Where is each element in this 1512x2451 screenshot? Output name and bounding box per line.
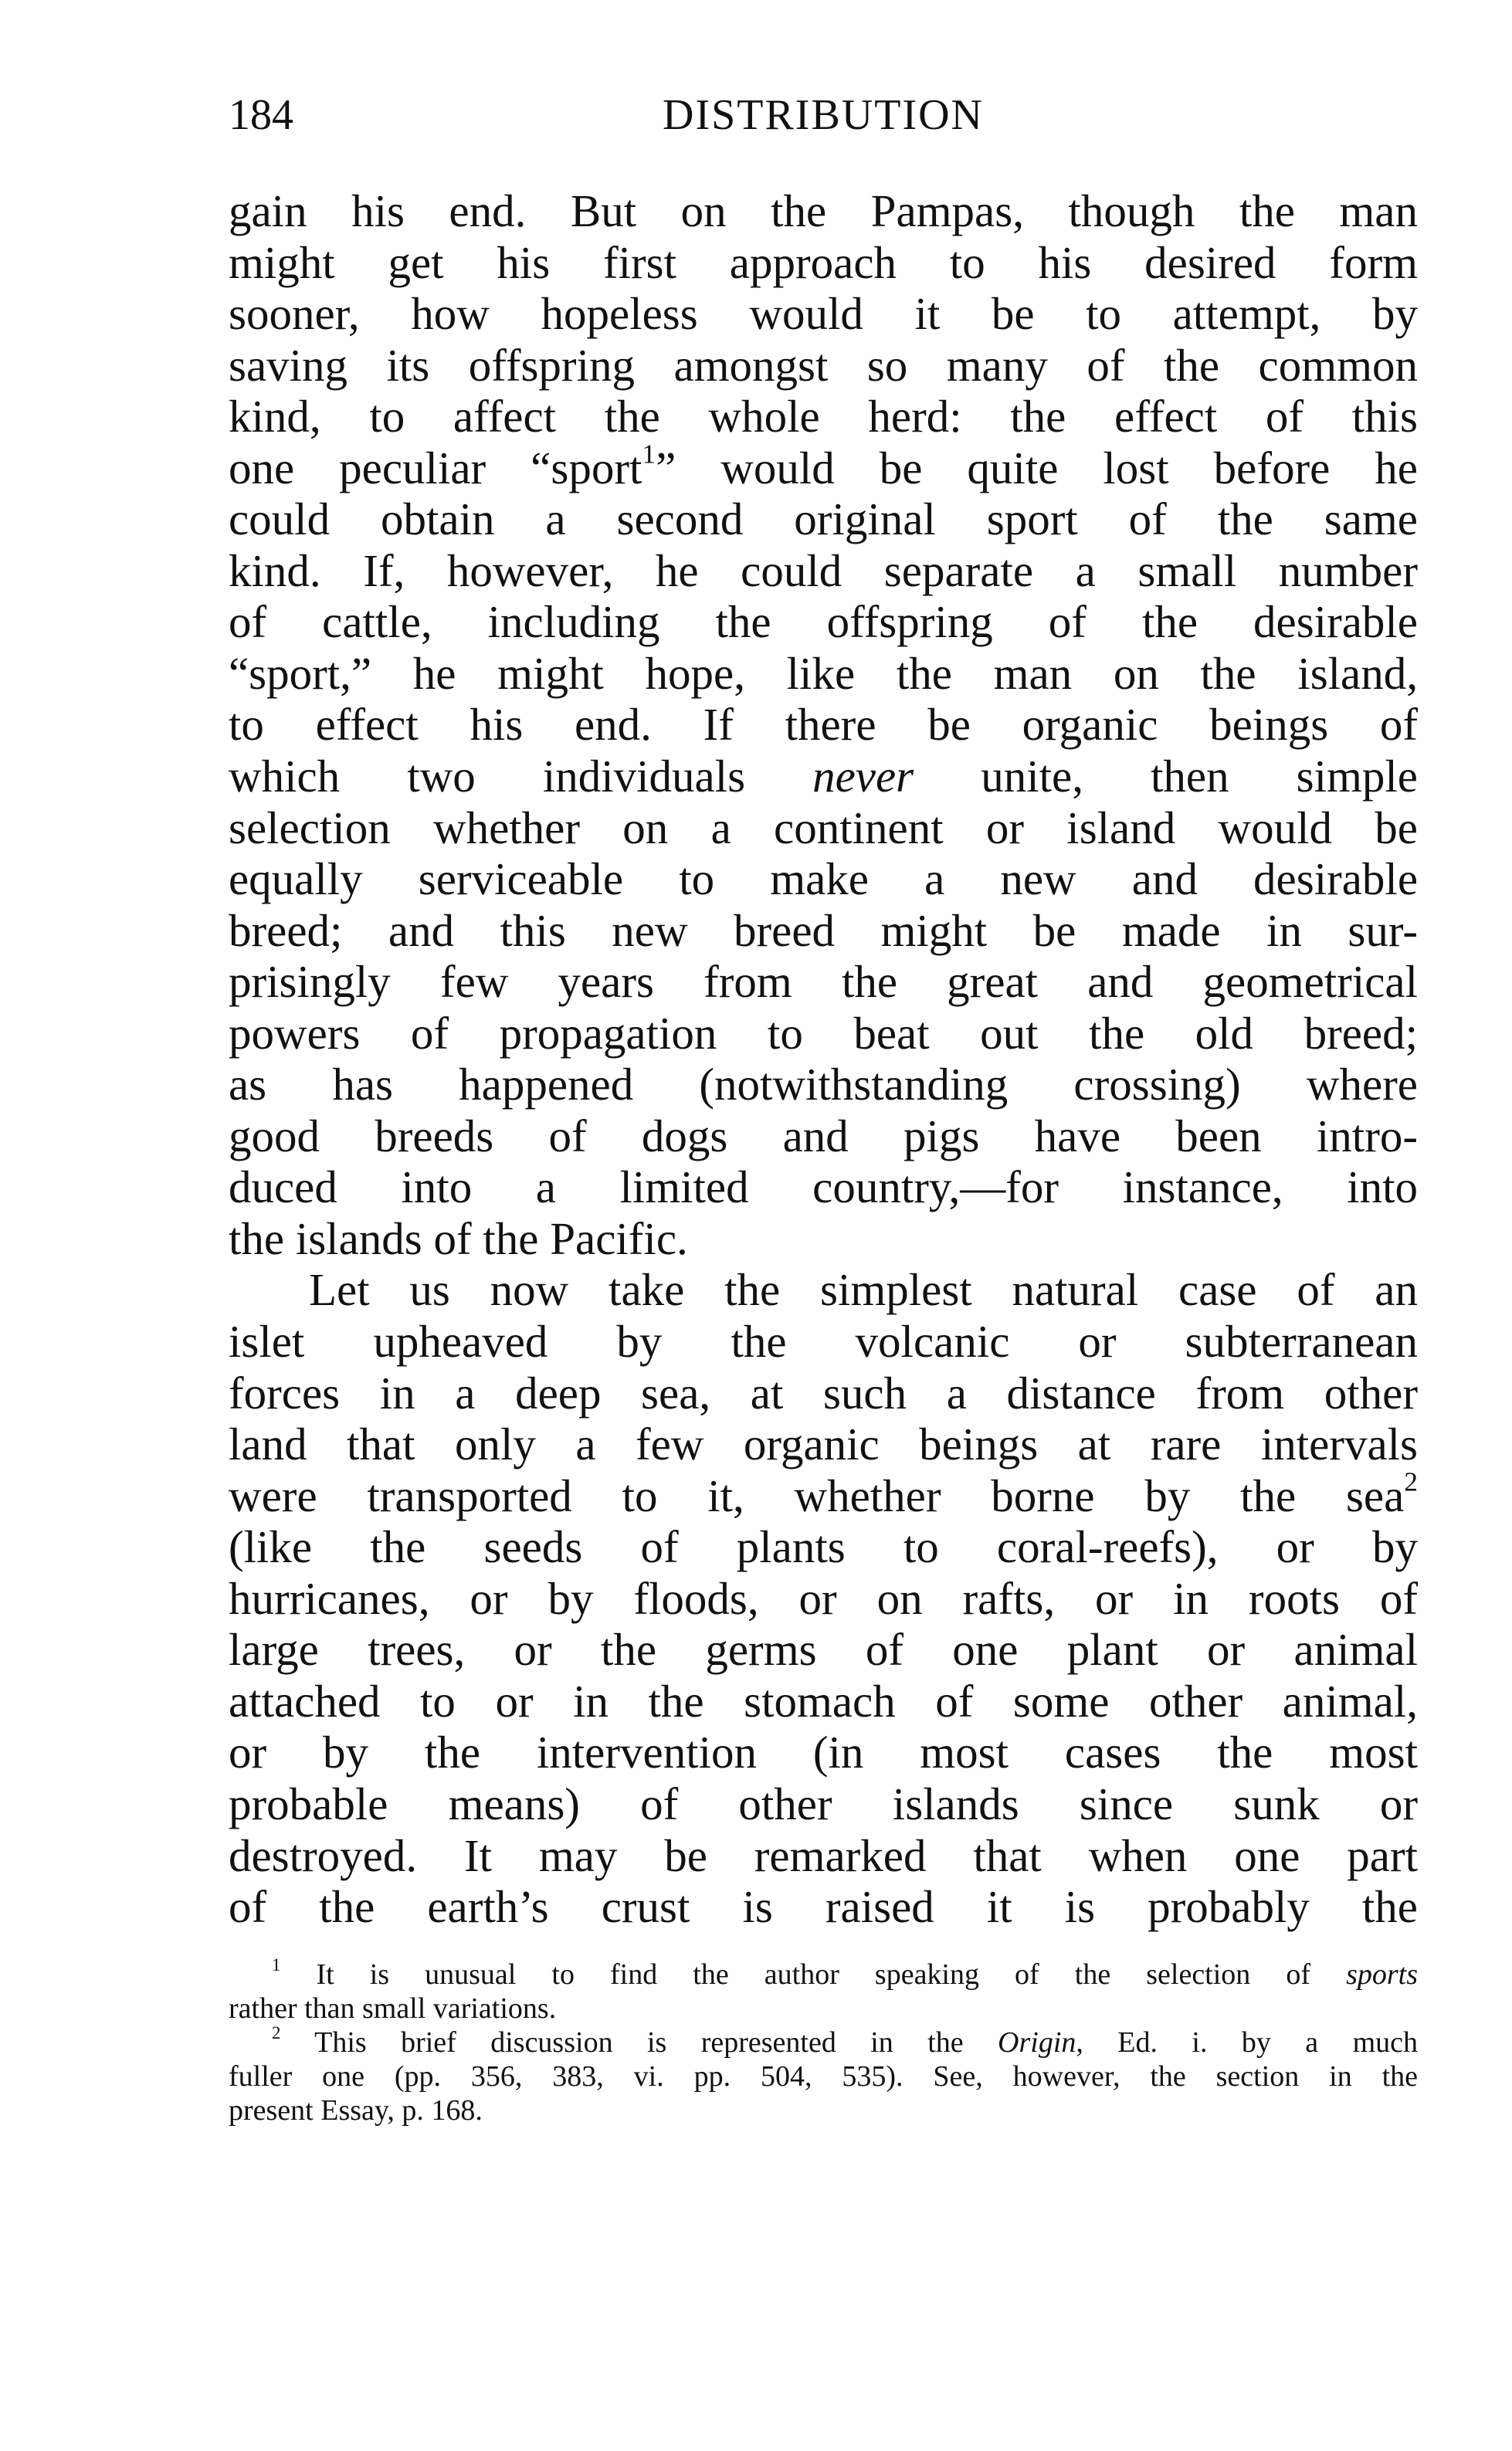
- italic-word: Origin: [998, 2026, 1076, 2059]
- footnote-text: , Ed. i. by a much: [1076, 2026, 1418, 2059]
- text-line: the islands of the Pacific.: [229, 1212, 688, 1264]
- text-line: good breeds of dogs and pigs have been intro-: [229, 1110, 1418, 1161]
- footnote-text: This brief discussion is represented in the: [280, 2026, 998, 2059]
- footnote-1: [229, 1954, 1418, 1992]
- text-line: hurricanes, or by floods, or on rafts, or in roots of: [229, 1572, 1418, 1624]
- text-line: to effect his end. If there be organic beings of: [229, 699, 1418, 751]
- text-line: breed; and this new breed might be made in sur-: [229, 904, 1418, 956]
- text-line: equally serviceable to make a new and desirable: [229, 853, 1418, 905]
- text-line: powers of propagation to beat out the old breed;: [229, 1007, 1418, 1059]
- text-line: destroyed. It may be remarked that when one part: [229, 1829, 1418, 1881]
- text-segment: one peculiar “sport: [229, 442, 642, 493]
- text-line: [229, 751, 1418, 802]
- footnote-line: rather than small variations.: [229, 1992, 557, 2025]
- text-line: attached to or in the stomach of some other animal,: [229, 1675, 1418, 1727]
- footnote-2: [229, 2022, 1418, 2059]
- text-line: prisingly few years from the great and geometrical: [229, 956, 1418, 1008]
- footnote-line: fuller one (pp. 356, 383, vi. pp. 504, 535). See, however, the section in the: [229, 2060, 1418, 2093]
- text-line: forces in a deep sea, at such a distance from other: [229, 1367, 1418, 1419]
- text-line: of cattle, including the offspring of the desirable: [229, 596, 1418, 648]
- text-line: large trees, or the germs of one plant or animal: [229, 1624, 1418, 1676]
- text-line: as has happened (notwithstanding crossing) where: [229, 1059, 1418, 1110]
- footnote-ref: 1: [642, 438, 656, 470]
- page-number: 184: [229, 91, 293, 139]
- text-line: [229, 438, 1418, 494]
- text-line: or by the intervention (in most cases the most: [229, 1727, 1418, 1778]
- text-line: probable means) of other islands since sunk or: [229, 1778, 1418, 1829]
- running-head: DISTRIBUTION: [663, 91, 984, 139]
- text-segment: were transported to it, whether borne by the sea: [229, 1470, 1405, 1521]
- footnote-marker: 2: [272, 2022, 281, 2043]
- text-line: land that only a few organic beings at rare intervals: [229, 1419, 1418, 1470]
- text-line: kind. If, however, he could separate a small number: [229, 544, 1418, 596]
- footnote-line: present Essay, p. 168.: [229, 2094, 483, 2127]
- text-line: gain his end. But on the Pampas, though the man: [229, 185, 1418, 236]
- footnote-ref: 2: [1404, 1466, 1418, 1497]
- text-line: (like the seeds of plants to coral-reefs), or by: [229, 1521, 1418, 1573]
- text-segment: unite, then simple: [914, 751, 1418, 802]
- footnotes: [229, 1954, 1418, 2127]
- text-line: islet upheaved by the volcanic or subterranean: [229, 1316, 1418, 1368]
- footnote-marker: 1: [272, 1954, 281, 1975]
- text-segment: ” would be quite lost before he: [656, 442, 1418, 493]
- text-line: could obtain a second original sport of the same: [229, 493, 1418, 545]
- text-line: kind, to affect the whole herd: the effect of this: [229, 391, 1418, 442]
- text-line: [229, 1466, 1418, 1522]
- page-header: [229, 80, 1418, 150]
- footnote-text: It is unusual to find the author speaking of the selection of: [280, 1958, 1347, 1991]
- text-line: “sport,” he might hope, like the man on the island,: [229, 647, 1418, 699]
- text-line: of the earth’s crust is raised it is probably the: [229, 1881, 1418, 1933]
- text-line: selection whether on a continent or island would be: [229, 802, 1418, 853]
- body-text: [229, 185, 1418, 1933]
- text-segment: which two individuals: [229, 751, 813, 802]
- italic-word: never: [812, 751, 914, 802]
- italic-word: sports: [1346, 1958, 1418, 1991]
- paragraph-start-line: Let us now take the simplest natural case of an: [309, 1264, 1418, 1316]
- text-line: might get his first approach to his desired form: [229, 236, 1418, 288]
- text-line: sooner, how hopeless would it be to attempt, by: [229, 288, 1418, 340]
- text-line: saving its offspring amongst so many of the common: [229, 339, 1418, 391]
- text-line: duced into a limited country,—for instance, into: [229, 1161, 1418, 1213]
